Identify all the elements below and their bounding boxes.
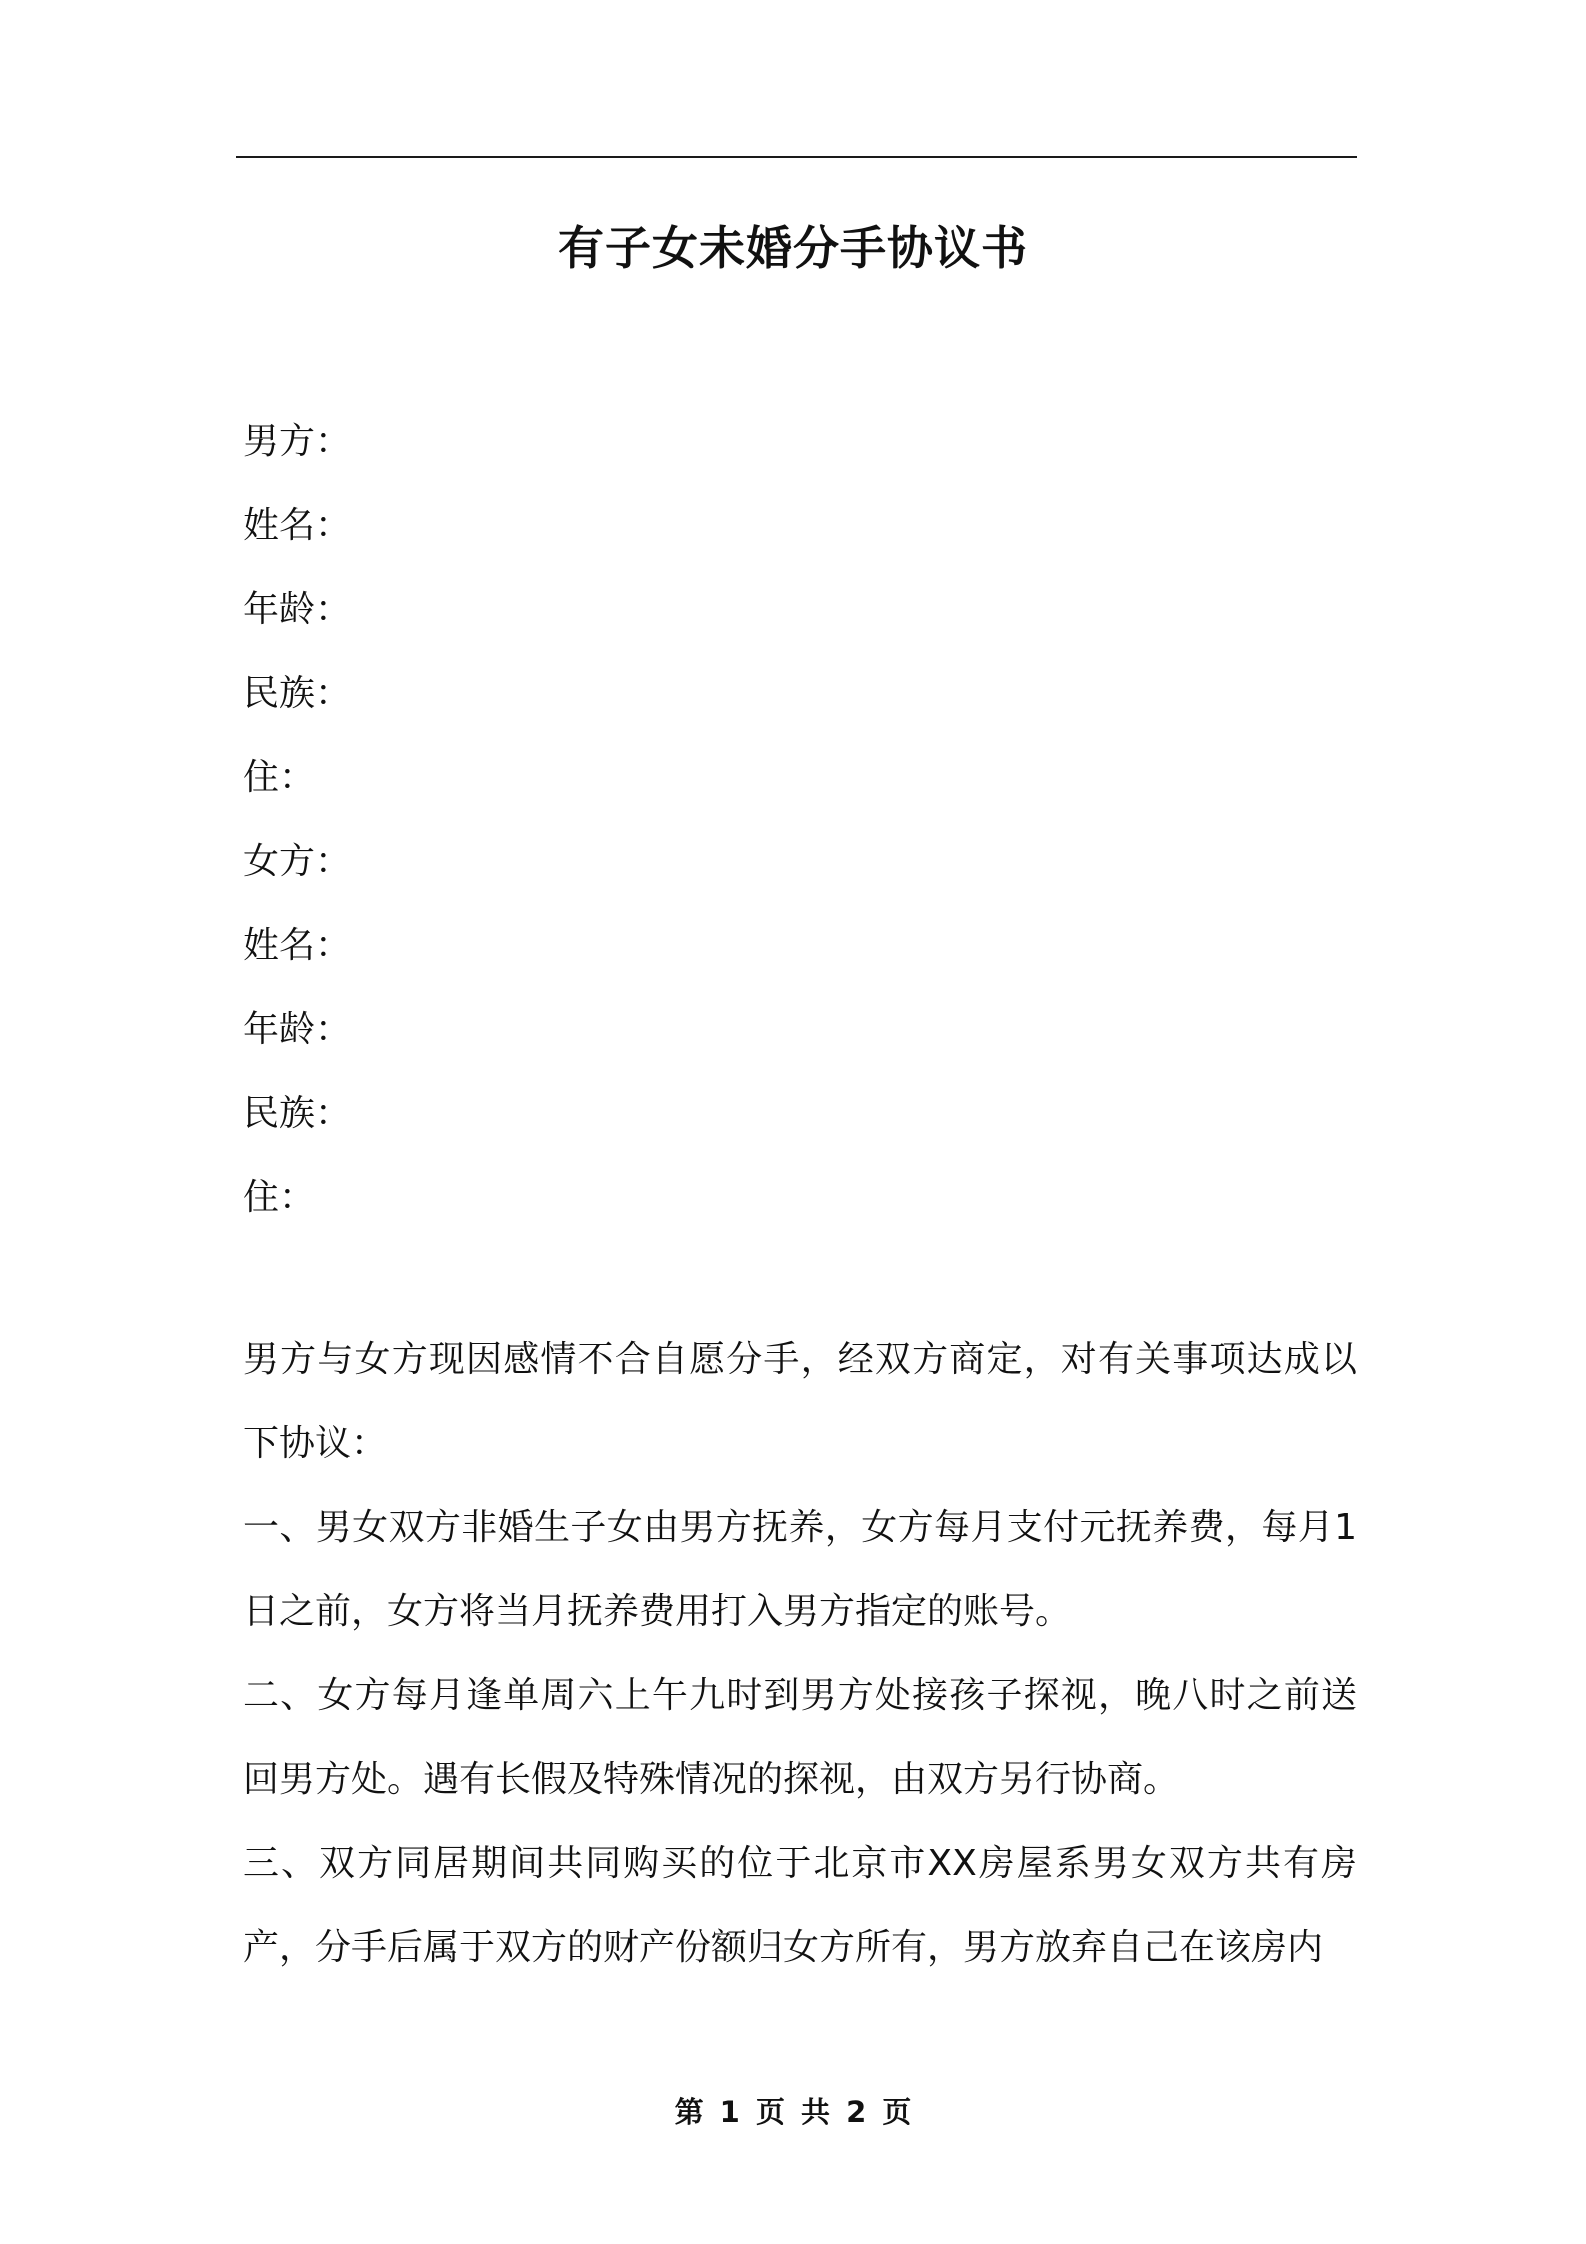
document-title: 有子女未婚分手协议书 [558, 221, 1028, 275]
header-rule [236, 156, 1357, 158]
clause-1-paragraph: 一、男女双方非婚生子女由男方抚养，女方每月支付元抚养费，每月1日之前，女方将当月抚养费用打入男方指定的账号。 [243, 1507, 1357, 1632]
party-info-section [243, 400, 1357, 1240]
male-name-field: 姓名： [243, 505, 352, 546]
clause-2-paragraph: 二、女方每月逢单周六上午九时到男方处接孩子探视，晚八时之前送回男方处。遇有长假及特殊情况的探视，由双方另行协商。 [243, 1675, 1357, 1800]
female-ethnicity-field: 民族： [243, 1093, 352, 1134]
male-age-field: 年龄： [243, 589, 352, 630]
page-number-footer: 第 1 页 共 2 页 [674, 2095, 912, 2129]
male-ethnicity-field: 民族： [243, 673, 352, 714]
clause-3-paragraph: 三、双方同居期间共同购买的位于北京市XX房屋系男女双方共有房产，分手后属于双方的财产份额归女方所有，男方放弃自己在该房内 [243, 1843, 1357, 1968]
male-party-label: 男方： [243, 421, 352, 462]
intro-paragraph: 男方与女方现因感情不合自愿分手，经双方商定，对有关事项达成以下协议： [243, 1339, 1357, 1464]
female-age-field: 年龄： [243, 1009, 352, 1050]
female-address-field: 住： [243, 1177, 316, 1218]
agreement-body [243, 1318, 1357, 1990]
female-name-field: 姓名： [243, 925, 352, 966]
male-address-field: 住： [243, 757, 316, 798]
female-party-label: 女方： [243, 841, 352, 882]
